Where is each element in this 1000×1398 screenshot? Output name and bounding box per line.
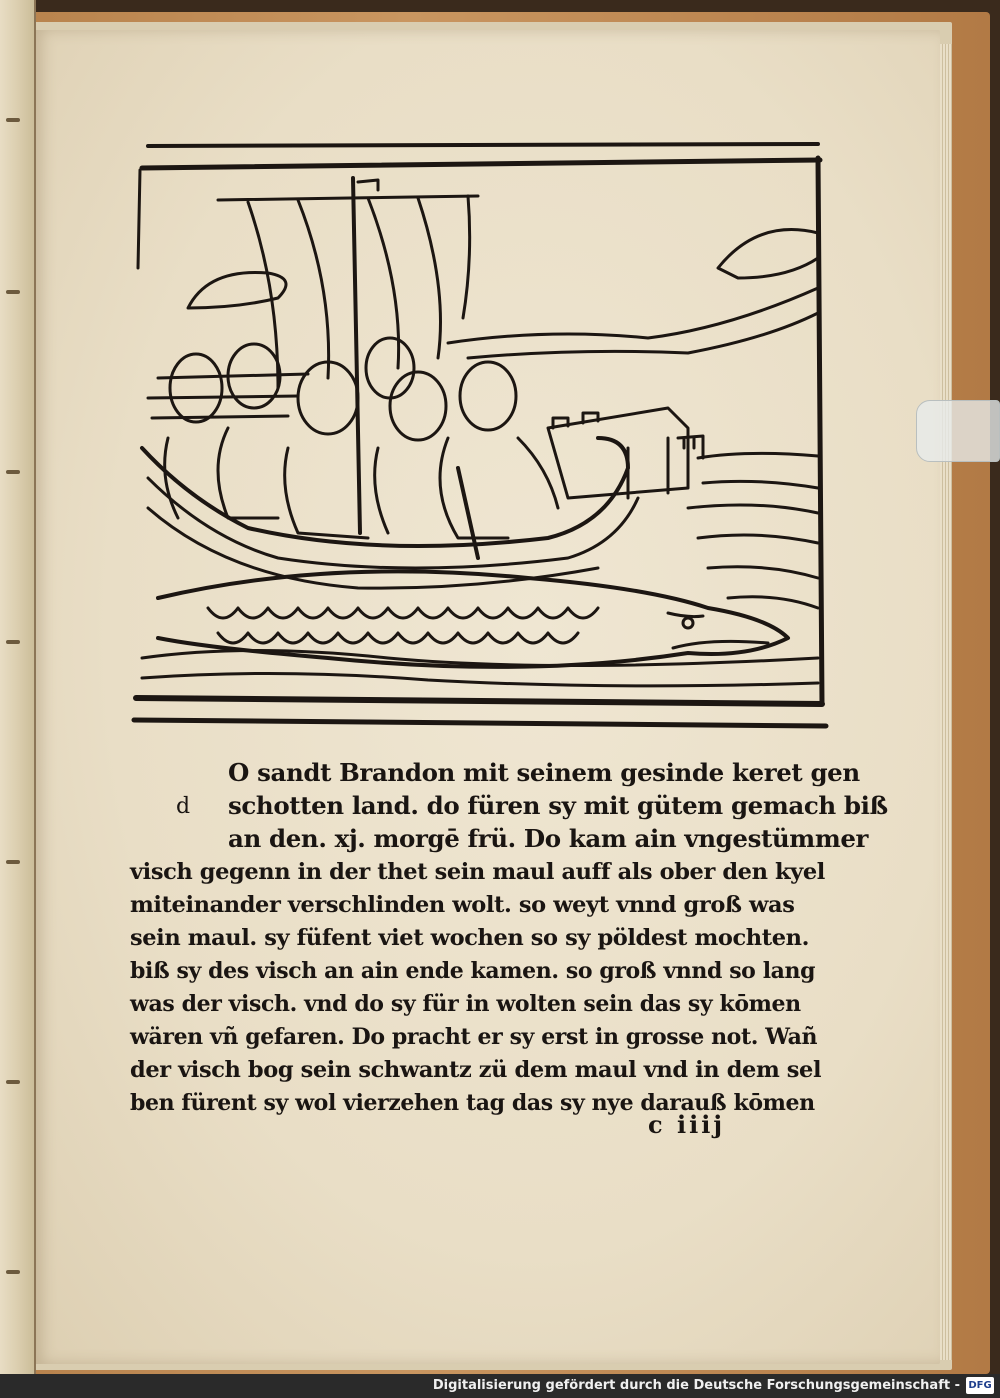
text-line: biß sy des visch an ain ende kamen. so groß vnnd so lang xyxy=(130,958,816,984)
text-line: was der visch. vnd do sy für in wolten sein das sy kōmen xyxy=(130,991,801,1017)
woodcut-illustration xyxy=(128,138,830,734)
signature-mark: c iiij xyxy=(648,1110,726,1139)
funding-credit: Digitalisierung gefördert durch die Deutsche Forschungsgemeinschaft - xyxy=(432,1378,960,1393)
footer-bar xyxy=(0,1374,1000,1398)
stitch-mark xyxy=(6,118,20,122)
text-line: wären vñ gefaren. Do pracht er sy erst in grosse not. Wañ xyxy=(130,1024,818,1050)
bookmark-tab[interactable] xyxy=(916,400,1000,462)
text-line: ben fürent sy wol vierzehen tag das sy nye darauß kōmen xyxy=(130,1090,815,1116)
stitch-mark xyxy=(6,470,20,474)
stitch-mark xyxy=(6,860,20,864)
text-line: visch gegenn in der thet sein maul auff als ober den kyel xyxy=(130,859,825,885)
binding-spine xyxy=(0,0,36,1398)
stitch-mark xyxy=(6,1080,20,1084)
text-line: sein maul. sy füfent viet wochen so sy pöldest mochten. xyxy=(130,925,810,951)
page-fore-edge xyxy=(940,44,952,1360)
stitch-mark xyxy=(6,290,20,294)
stitch-mark xyxy=(6,640,20,644)
text-line: an den. xj. morgē frü. Do kam ain vngestümmer xyxy=(228,824,869,853)
text-line: schotten land. do füren sy mit gütem gemach biß xyxy=(228,791,888,820)
dfg-logo[interactable]: DFG xyxy=(966,1377,994,1394)
text-line: der visch bog sein schwantz zü dem maul vnd in dem sel xyxy=(130,1057,822,1083)
text-line: O sandt Brandon mit seinem gesinde keret gen xyxy=(228,758,860,787)
text-line: miteinander verschlinden wolt. so weyt vnnd groß was xyxy=(130,892,795,918)
guide-letter: d xyxy=(176,794,191,819)
stitch-mark xyxy=(6,1270,20,1274)
